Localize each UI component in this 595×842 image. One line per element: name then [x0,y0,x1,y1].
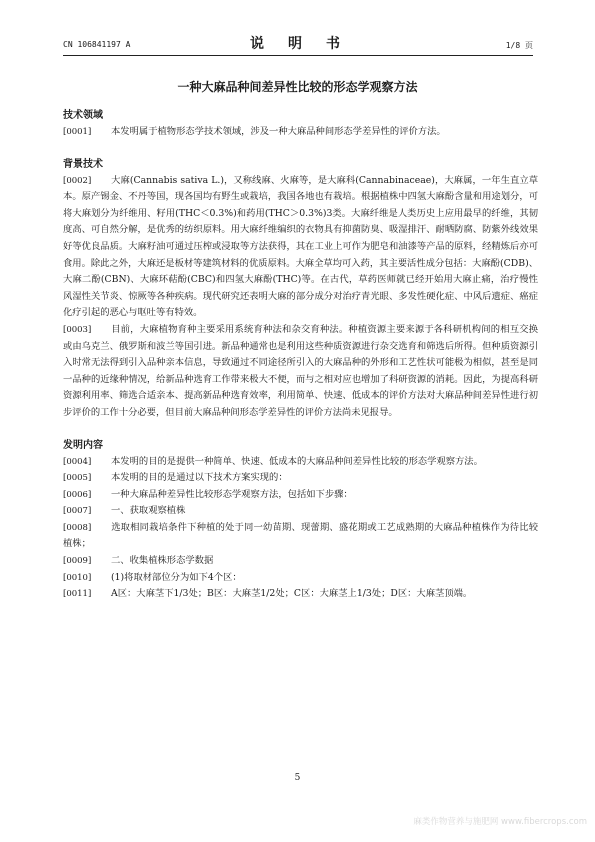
paragraph-0004 [63,454,538,471]
watermark: 麻类作物营养与施肥网 www.fibercrops.com [413,817,587,827]
document-number: CN 106841197 A [63,40,131,49]
section-heading-summary: 发明内容 [63,439,103,451]
paragraph-text: 二、收集植株形态学数据 [111,555,214,567]
paragraph-0006 [63,487,538,504]
paragraph-text: 选取相同栽培条件下种植的处于同一幼苗期、现蕾期、盛花期或工艺成熟期的大麻品种植株作为待比较植株； [63,521,538,550]
paragraph-0007 [63,503,538,520]
paragraph-text: 一、获取观察植株 [111,505,186,517]
paragraph-number: [0001] [63,127,92,137]
paragraph-text: 一种大麻品种差异性比较形态学观察方法，包括如下步骤： [111,488,353,500]
paragraph-number: [0007] [63,506,92,517]
paragraph-text: 大麻(Cannabis sativa L.)，又称线麻、火麻等，是大麻科(Cannabinaceae)，大麻属，一年生直立草本。原产锡金、不丹等国，现各国均有野生或栽培，我国各地也有栽培。根据植株中四氢大麻酚含量和用途划分，可将大麻划分为纤维用、籽用(THC＜0.3%)和药用(THC＞0.3%)3类。大麻纤维是人类历史上应用最早的纤维，其韧度高、可自然分解，是优秀的纺织原料。用大麻纤维编织的衣物具有抑菌防臭、吸湿排汗、耐晒防腐、防紫外线效果好等优良品质。大麻籽油可通过压榨或浸取等方法获得，其在工业上可作为肥皂和油漆等产品的原料，经精炼后亦可食用。除此之外，大麻还是板材等建筑材料的优质原料。大麻全草均可入药，其主要活性成分包括：大麻酚(CDB)、大麻二酚(CBN)、大麻环萜酚(CBC)和四氢大麻酚(THC)等。在古代，草药医师就已经开始用大麻止痛，治疗慢性风湿性关节炎、惊厥等各种疾病。现代研究还表明大麻的部分成分对治疗青光眼、多发性硬化症、中风后遗症、癌症化疗引起的恶心与呕吐等有特效。 [63,174,538,319]
paragraph-0011 [63,586,538,603]
paragraph-0009 [63,553,538,570]
paragraph-number: [0006] [63,489,92,500]
document-type-heading: 说 明 书 [250,36,345,52]
page-indicator: 1/8 页 [505,41,533,50]
paragraph-text: (1)将取材部位分为如下4个区： [111,571,242,583]
paragraph-number: [0004] [63,456,92,467]
paragraph-number: [0003] [63,324,92,335]
page-number: 5 [294,773,301,783]
header-divider [63,55,533,56]
paragraph-number: [0011] [63,589,92,600]
paragraph-0005 [63,470,538,487]
paragraph-0003 [63,322,538,422]
paragraph-number: [0002] [63,175,92,186]
paragraph-number: [0009] [63,556,92,567]
paragraph-text: A区：大麻茎下1/3处；B区：大麻茎1/2处；C区：大麻茎上1/3处；D区：大麻茎顶端。 [111,588,473,600]
paragraph-number: [0010] [63,572,92,583]
paragraph-number: [0005] [63,473,92,484]
document-body [63,108,538,603]
section-heading-background: 背景技术 [63,158,103,170]
paragraph-number: [0008] [63,522,92,533]
document-title: 一种大麻品种间差异性比较的形态学观察方法 [177,80,418,94]
paragraph-0001 [63,124,538,141]
paragraph-0008 [63,520,538,553]
paragraph-text: 本发明的目的是提供一种简单、快速、低成本的大麻品种间差异性比较的形态学观察方法。 [111,455,483,467]
paragraph-0010 [63,570,538,587]
paragraph-text: 本发明的目的是通过以下技术方案实现的： [111,472,288,484]
paragraph-text: 目前，大麻植物育种主要采用系统育种法和杂交育种法。种植资源主要来源于各科研机构间的相互交换或由乌克兰、俄罗斯和波兰等国引进。新品种通常也是利用这些种质资源进行杂交选育和筛选后所得。但种质资源引入时常无法得到引入品种亲本信息，导致通过不同途径所引入的大麻品种的外形和工艺性状可能极为相似，甚至是同一品种的近缘种情况，给新品种选育工作带来极大不便，而与之相对应也增加了科研资源的消耗。因此，为提高科研资源利用率、筛选合适亲本、提高新品种选育效率，利用简单、快速、低成本的评价方法对大麻品种间差异性进行初步评价的工作十分必要，但目前大麻品种间形态学差异性的评价方法尚未见报导。 [63,323,538,418]
paragraph-0002 [63,173,538,322]
paragraph-text: 本发明属于植物形态学技术领域，涉及一种大麻品种间形态学差异性的评价方法。 [111,126,446,137]
section-heading-tech-field: 技术领域 [63,110,103,121]
